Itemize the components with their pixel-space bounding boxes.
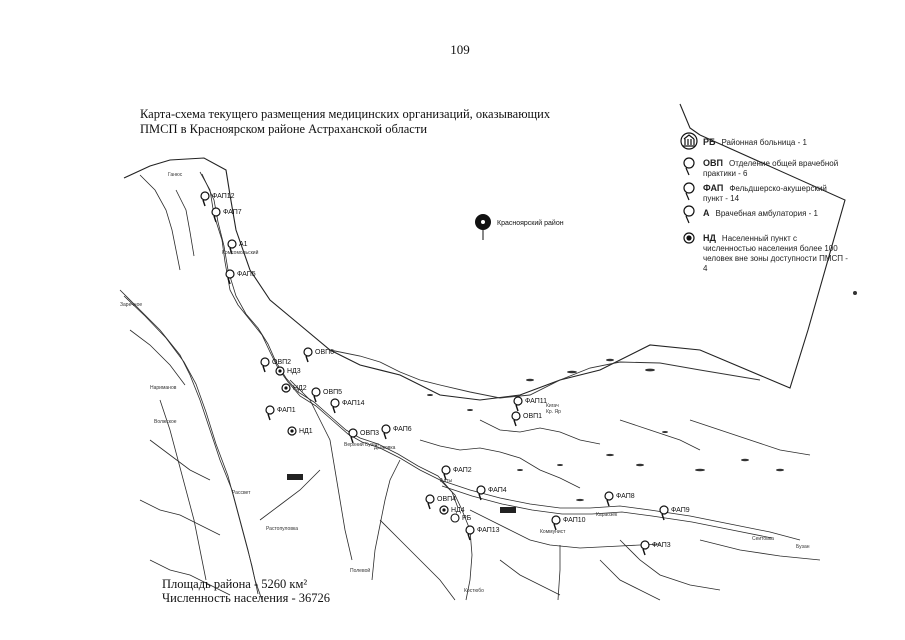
pin-tail (214, 216, 216, 222)
facility-label-ovp3: ОВП3 (360, 430, 380, 437)
place-label-volzhskoe: Волжское (154, 419, 177, 425)
legend-abbr: НД (703, 233, 716, 243)
facility-marker-fap7 (212, 208, 242, 222)
facility-label-fap12: ФАП12 (212, 193, 235, 200)
map-pin-icon (304, 348, 312, 356)
pin-tail (643, 549, 645, 555)
district-stats (162, 577, 330, 605)
markers-layer (201, 192, 690, 555)
place-label-zarechnoe: Заречное (120, 302, 143, 308)
facility-marker-nd3 (276, 367, 301, 375)
settlement-dot-icon (684, 233, 694, 243)
map-pin-icon (312, 388, 320, 396)
pin-tail (306, 356, 308, 362)
population-stat: Численность населения - 36726 (162, 591, 330, 605)
facility-label-fap10: ФАП10 (563, 517, 586, 524)
facility-marker-fap5 (226, 270, 256, 284)
facility-marker-ovp6 (304, 348, 334, 362)
facility-label-ovp5: ОВП5 (323, 389, 343, 396)
map-title-line-1: Карта-схема текущего размещения медицинских организаций, оказывающих (140, 107, 551, 121)
place-label-polevoy: Полевой (350, 568, 371, 574)
map-pin-icon (660, 506, 668, 514)
pin-tail (268, 414, 270, 420)
pin-tail (662, 514, 664, 520)
facility-label-fap11: ФАП11 (525, 398, 548, 405)
settlement-dot-core (284, 386, 287, 389)
map-pin-icon (684, 183, 694, 200)
facility-label-fap2: ФАП2 (453, 467, 472, 474)
hospital-building-icon (451, 514, 459, 522)
facility-label-nd4: НД4 (451, 507, 465, 514)
legend-icons (681, 133, 697, 243)
pin-tail (516, 405, 518, 411)
facility-marker-nd2 (282, 384, 307, 392)
map-pin-icon (641, 541, 649, 549)
settlement-dot-core (442, 508, 445, 511)
pin-tail (607, 500, 609, 506)
facility-marker-fap8 (605, 492, 635, 506)
map-title-line-2: ПМСП в Красноярском районе Астраханской области (140, 122, 428, 136)
page-number: 109 (450, 42, 470, 57)
map-pin-icon (605, 492, 613, 500)
place-label-komsomolsky: Комсомольский (222, 250, 259, 256)
facility-marker-fap13 (466, 526, 500, 540)
area-stat: Площадь района - 5260 км² (162, 577, 308, 591)
pin-tail (263, 366, 265, 372)
map-pin-icon (442, 466, 450, 474)
legend-abbr: А (703, 208, 710, 218)
pin-tail (428, 503, 430, 509)
place-label-verkhny_buzan: Верхний Бузан (344, 442, 379, 448)
facility-marker-fap10 (552, 516, 586, 530)
map-pin-icon (514, 397, 522, 405)
facility-label-fap14: ФАП14 (342, 400, 365, 407)
facility-label-a1: А1 (239, 241, 248, 248)
legend-item-ovp (703, 158, 853, 179)
facility-marker-nd4 (440, 506, 465, 514)
place-label-rassvet: Рассвет (232, 490, 251, 496)
map-pin-icon (684, 158, 694, 175)
facility-label-rb: РБ (462, 515, 472, 522)
place-label-rastopulovka: Растопуловка (266, 526, 299, 532)
facility-marker-fap4 (477, 486, 507, 500)
map-pin-icon (552, 516, 560, 524)
facility-marker-fap3 (641, 541, 671, 555)
pin-tail (228, 278, 230, 284)
facility-label-fap6: ФАП6 (393, 426, 412, 433)
legend-item-nd (703, 233, 848, 274)
facility-label-ovp6: ОВП6 (315, 349, 335, 356)
place-label-kigach: Кигач (546, 403, 559, 409)
legend-abbr: ФАП (703, 183, 724, 193)
facility-label-fap13: ФАП13 (477, 527, 500, 534)
legend-desc: Районная больница - 1 (721, 138, 807, 147)
facility-marker-fap1 (266, 406, 296, 420)
place-label-alty: Алты (440, 478, 453, 484)
map-pin-icon (512, 412, 520, 420)
place-label-ganyushkino: Ганюс (168, 172, 183, 178)
legend-abbr: ОВП (703, 158, 723, 168)
facility-marker-fap12 (201, 192, 235, 206)
facility-label-ovp4: ОВП4 (437, 496, 457, 503)
facility-label-ovp1: ОВП1 (523, 413, 543, 420)
facility-label-nd1: НД1 (299, 428, 313, 435)
region-center-marker (475, 214, 491, 240)
legend-item-a (703, 208, 853, 219)
settlement-dot-core (290, 429, 293, 432)
map-pin-icon (349, 429, 357, 437)
place-label-seitovka: Сеитовка (752, 536, 774, 542)
facility-label-fap7: ФАП7 (223, 209, 242, 216)
legend-abbr: РБ (703, 137, 716, 147)
place-label-kostyubo: Костюбо (464, 588, 484, 594)
facility-label-fap5: ФАП5 (237, 271, 256, 278)
facility-label-ovp2: ОВП2 (272, 359, 292, 366)
facility-marker-nd1 (288, 427, 313, 435)
pin-tail (314, 396, 316, 402)
map-pin-icon (426, 495, 434, 503)
map-pin-icon (466, 526, 474, 534)
pin-tail (479, 494, 481, 500)
hospital-building-icon (681, 133, 697, 149)
map-pin-icon (382, 425, 390, 433)
map-pin-icon (212, 208, 220, 216)
map-pin-icon (684, 206, 694, 223)
facility-marker-fap6 (382, 425, 412, 439)
facility-label-nd2: НД2 (293, 385, 307, 392)
facility-marker-fap11 (514, 397, 547, 411)
legend-item-fap (703, 183, 833, 204)
facility-marker-ovp1 (512, 412, 542, 426)
place-label-dyakovo: Дьяковка (374, 445, 396, 451)
legend-desc: Населенный пункт с численностью населения более 100 человек вне зоны доступности ПМСП - 4 (703, 234, 848, 273)
legend-desc: Фельдшерско-акушерский пункт - 14 (703, 184, 827, 203)
facility-label-fap1: ФАП1 (277, 407, 296, 414)
region-label: Красноярский район (497, 220, 564, 227)
place-label-kommunist: Коммунист (540, 529, 566, 535)
pin-tail (514, 420, 516, 426)
map-pin-icon (477, 486, 485, 494)
facility-marker-ovp3 (349, 429, 379, 443)
settlement-dot-core (278, 369, 281, 372)
map-pin-icon (266, 406, 274, 414)
map-pin-icon (261, 358, 269, 366)
map-pin-icon (226, 270, 234, 278)
place-label-karaozek: Караозек (596, 512, 618, 518)
legend-item-rb (703, 137, 883, 148)
facility-marker-rb (451, 514, 472, 522)
facility-label-fap8: ФАП8 (616, 493, 635, 500)
place-label-krasny_yar: Кр. Яр (546, 409, 561, 415)
map-pin-icon (228, 240, 236, 248)
pin-tail (384, 433, 386, 439)
facility-label-fap3: ФАП3 (652, 542, 671, 549)
pin-tail (203, 200, 205, 206)
facility-label-fap9: ФАП9 (671, 507, 690, 514)
place-label-narimanov: Нариманов (150, 385, 177, 391)
place-label-buzan: Бузан (796, 544, 810, 550)
map-pin-icon (331, 399, 339, 407)
pin-tail (468, 534, 470, 540)
pin-tail (333, 407, 335, 413)
map-pin-icon (201, 192, 209, 200)
facility-label-fap4: ФАП4 (488, 487, 507, 494)
legend-desc: Отделение общей врачебной практики - 6 (703, 159, 839, 178)
legend-desc: Врачебная амбулатория - 1 (715, 209, 818, 218)
facility-label-nd3: НД3 (287, 368, 301, 375)
facility-marker-fap14 (331, 399, 365, 413)
